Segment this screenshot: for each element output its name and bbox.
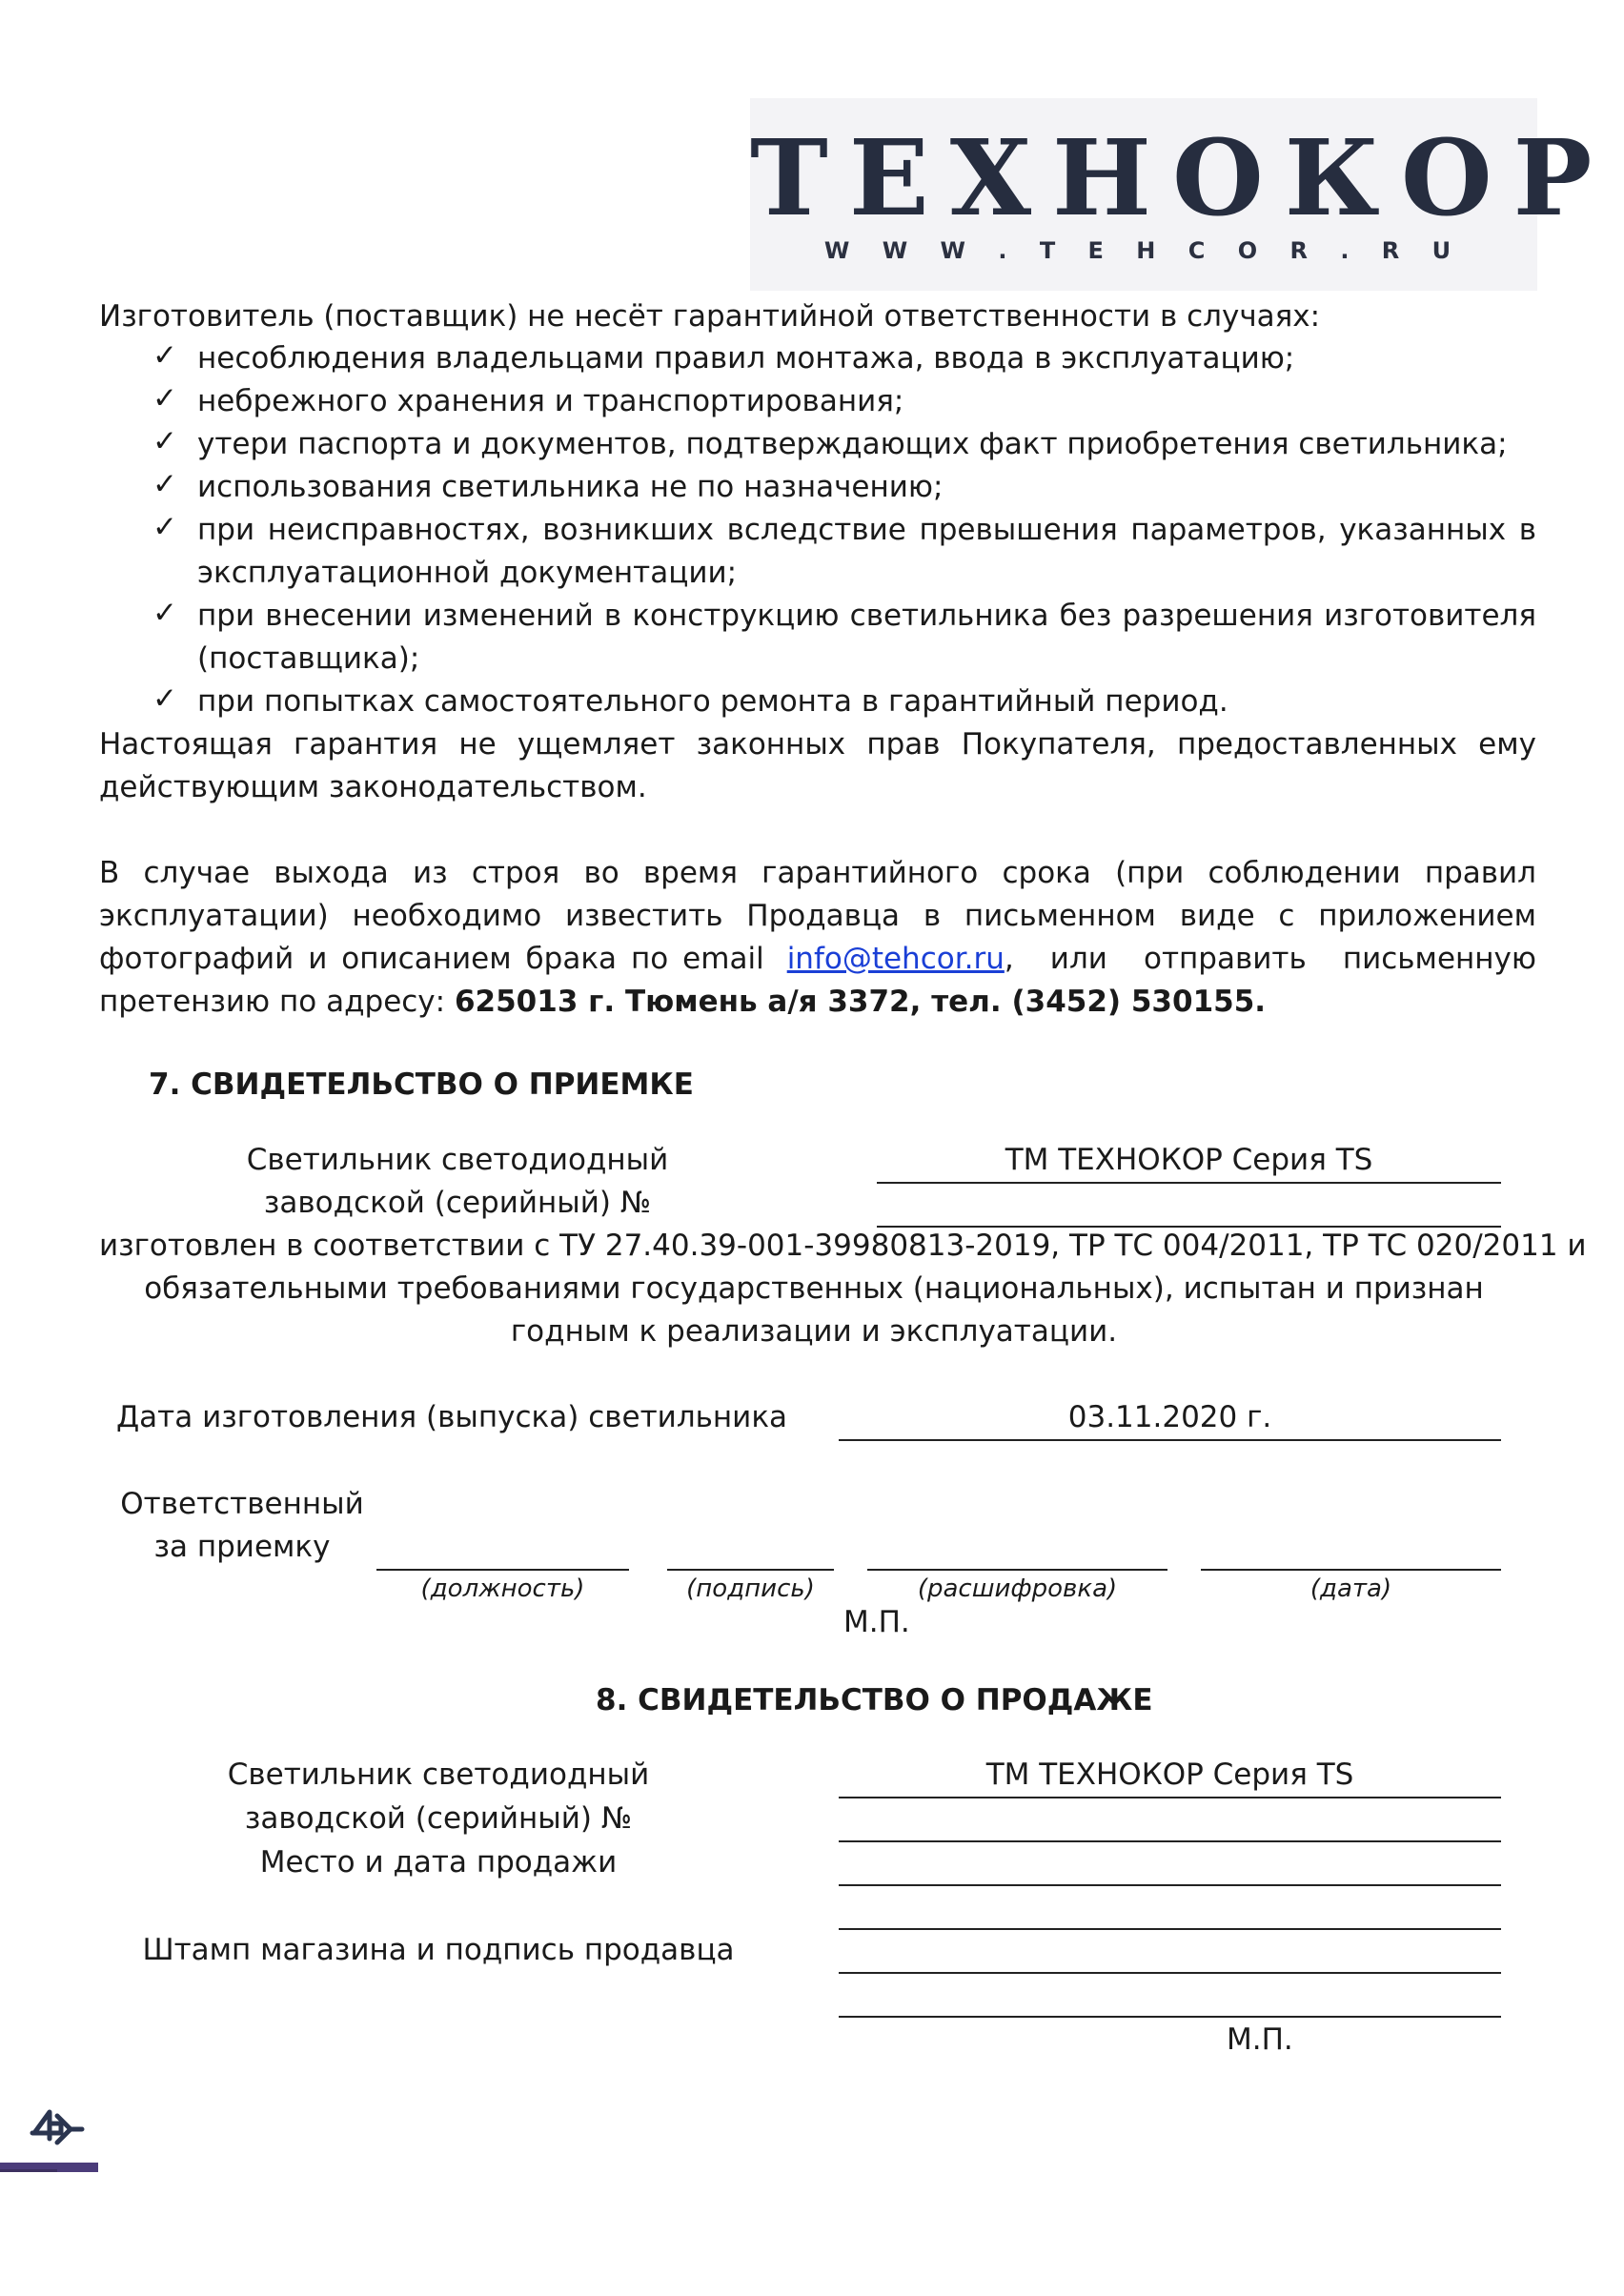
check-icon: ✓ — [152, 381, 177, 416]
brand-url: W W W . T E H C O R . R U — [823, 237, 1464, 264]
claim-paragraph-line — [99, 981, 1266, 1024]
place-date-line-2 — [839, 1928, 1501, 1930]
position-line — [376, 1569, 629, 1571]
responsible-label: за приемку — [153, 1530, 331, 1564]
claim-address-prefix: претензию по адресу: — [99, 985, 455, 1019]
caption-decoding: (расшифровка) — [917, 1575, 1118, 1603]
caption-position: (должность) — [420, 1575, 585, 1603]
footer-accent-line — [0, 2169, 57, 2172]
section-8-heading: 8. СВИДЕТЕЛЬСТВО О ПРОДАЖЕ — [596, 1683, 1153, 1717]
check-icon: ✓ — [152, 510, 177, 544]
section-7-heading: 7. СВИДЕТЕЛЬСТВО О ПРИЕМКЕ — [149, 1067, 694, 1102]
shop-stamp-line-2 — [839, 2016, 1501, 2018]
stamp-mark: М.П. — [1227, 2022, 1293, 2057]
signature-line — [667, 1569, 834, 1571]
warranty-item: при попытках самостоятельного ремонта в гарантийный период. — [197, 684, 1228, 719]
email-link[interactable]: info@tehcor.ru — [786, 942, 1005, 976]
product-label: Светильник светодиодный — [227, 1758, 650, 1792]
warranty-item: утери паспорта и документов, подтверждающих факт приобретения светильника; — [197, 427, 1508, 461]
product-value-underline — [877, 1182, 1501, 1184]
caption-date: (дата) — [1309, 1575, 1392, 1603]
check-icon: ✓ — [152, 681, 177, 716]
compliance-line: изготовлен в соответствии с ТУ 27.40.39-001-39980813-2019, ТР ТС 004/2011, ТР ТС 020/2011 и — [99, 1229, 1587, 1263]
claim-text-before-email — [99, 938, 764, 981]
shop-stamp-line — [839, 1972, 1501, 1974]
serial-label: заводской (серийный) № — [263, 1186, 652, 1220]
brand-logo: ТЕХНОКОР — [750, 116, 1614, 239]
product-label: Светильник светодиодный — [246, 1143, 669, 1177]
claim-paragraph-line: эксплуатации) необходимо известить Продавца в письменном виде с приложением — [99, 899, 1536, 933]
page-mark-glyph — [29, 2106, 86, 2154]
check-icon: ✓ — [152, 424, 177, 458]
warranty-item-cont: (поставщика); — [197, 641, 420, 676]
compliance-line: годным к реализации и эксплуатации. — [510, 1314, 1118, 1349]
rights-paragraph-line: Настоящая гарантия не ущемляет законных прав Покупателя, предоставленных ему — [99, 727, 1536, 762]
warranty-item: при внесении изменений в конструкцию светильника без разрешения изготовителя — [197, 599, 1536, 633]
date-underline — [839, 1439, 1501, 1441]
warranty-item: несоблюдения владельцами правил монтажа, ввода в эксплуатацию; — [197, 341, 1295, 376]
product-value: ТМ ТЕХНОКОР Серия TS — [985, 1758, 1354, 1792]
product-value-underline — [839, 1797, 1501, 1798]
claim-address: 625013 г. Тюмень а/я 3372, тел. (3452) 530155. — [454, 985, 1267, 1019]
warranty-item: небрежного хранения и транспортирования; — [197, 384, 904, 418]
compliance-line: обязательными требованиями государственных (национальных), испытан и признан — [144, 1271, 1484, 1306]
check-icon: ✓ — [152, 338, 177, 373]
claim-words: фотографий и описанием брака по email — [99, 942, 764, 976]
claim-paragraph-line: В случае выхода из строя во время гарантийного срока (при соблюдении правил — [99, 856, 1536, 890]
place-date-line — [839, 1884, 1501, 1886]
stamp-mark: М.П. — [843, 1605, 910, 1639]
date-value: 03.11.2020 г. — [1067, 1400, 1272, 1434]
decoding-line — [867, 1569, 1167, 1571]
warranty-item: при неисправностях, возникших вследствие превышения параметров, указанных в — [197, 513, 1536, 547]
date-label: Дата изготовления (выпуска) светильника — [115, 1400, 788, 1434]
product-value: ТМ ТЕХНОКОР Серия TS — [1005, 1143, 1373, 1177]
rights-paragraph-line: действующим законодательством. — [99, 770, 647, 804]
caption-signature: (подпись) — [686, 1575, 815, 1603]
claim-paragraph-line — [99, 938, 1536, 981]
check-icon: ✓ — [152, 596, 177, 630]
page-number-icon — [29, 2106, 86, 2154]
warranty-item: использования светильника не по назначению; — [197, 470, 944, 504]
warranty-intro: Изготовитель (поставщик) не несёт гарантийной ответственности в случаях: — [99, 299, 1321, 334]
serial-field-line — [839, 1840, 1501, 1842]
serial-label: заводской (серийный) № — [244, 1801, 633, 1836]
shop-stamp-label: Штамп магазина и подпись продавца — [142, 1933, 735, 1967]
responsible-label: Ответственный — [120, 1487, 364, 1521]
date-line — [1201, 1569, 1501, 1571]
place-date-label: Место и дата продажи — [259, 1845, 618, 1879]
claim-text-after-email: , или отправить письменную — [1004, 942, 1536, 976]
check-icon: ✓ — [152, 467, 177, 501]
warranty-item-cont: эксплуатационной документации; — [197, 556, 738, 590]
